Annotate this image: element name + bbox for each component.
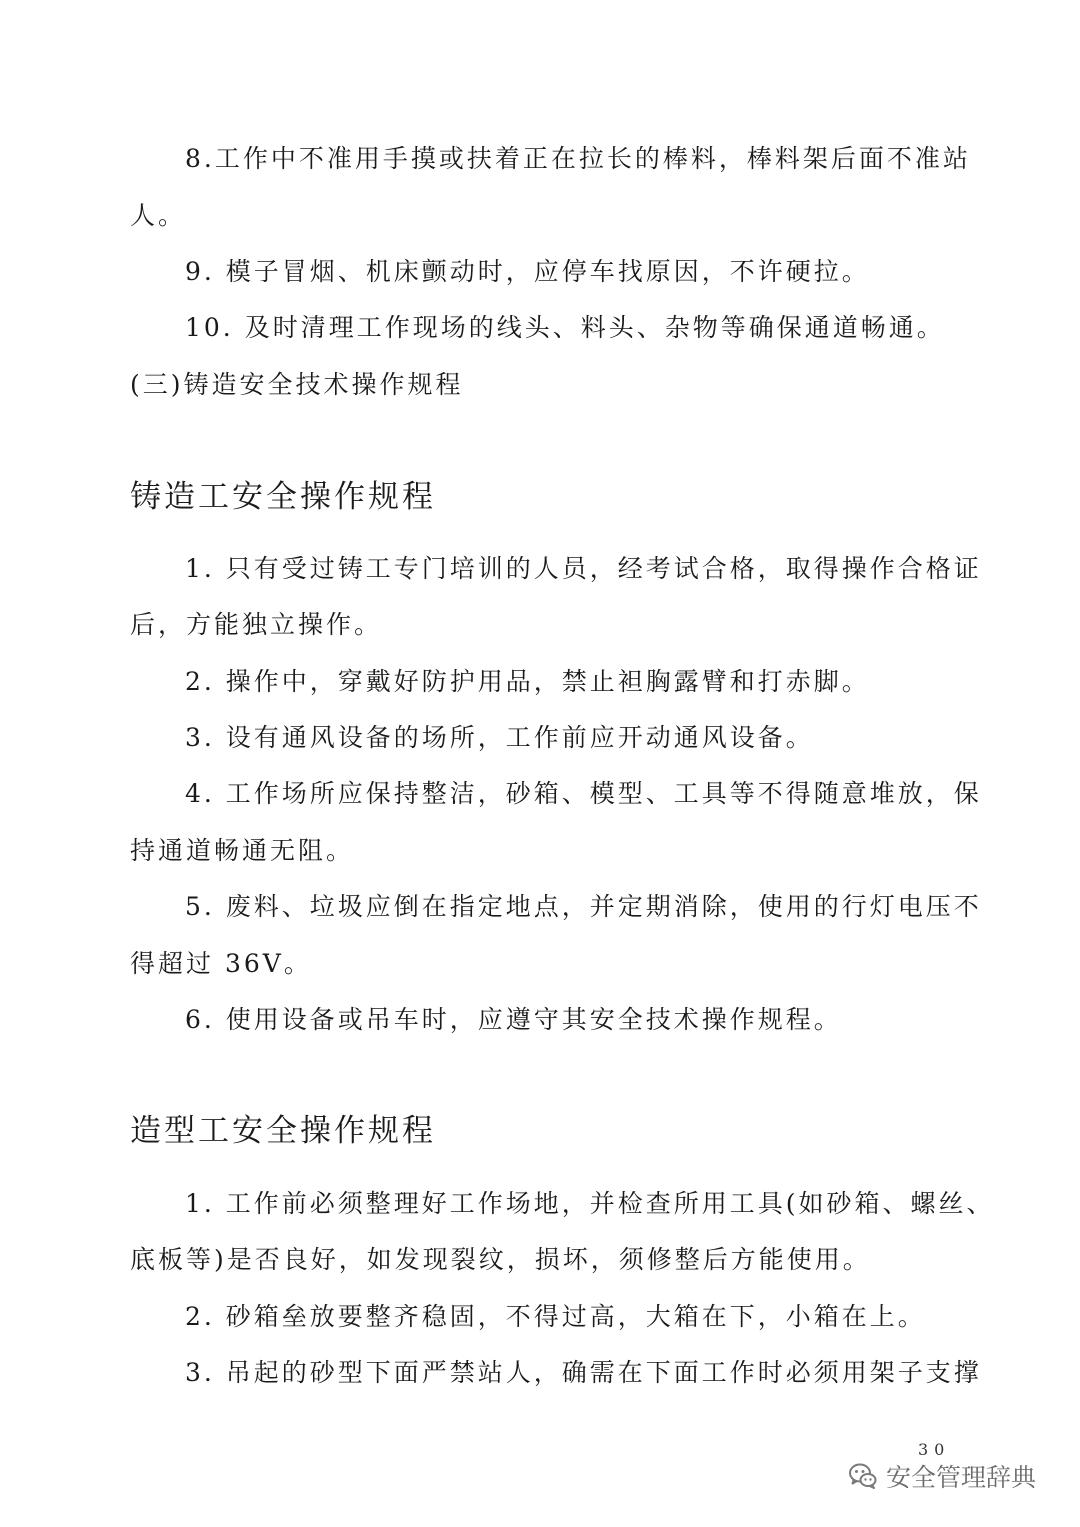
paragraph-line: 后，方能独立操作。	[130, 610, 383, 639]
paragraph-line: 2. 操作中，穿戴好防护用品，禁止袒胸露臂和打赤脚。	[185, 667, 870, 696]
section-heading-casting: 铸造工安全操作规程	[130, 479, 436, 515]
paragraph-line: 4. 工作场所应保持整洁，砂箱、模型、工具等不得随意堆放，保	[185, 779, 982, 808]
paragraph-line: 持通道畅通无阻。	[130, 836, 355, 865]
paragraph-line: 1. 只有受过铸工专门培训的人员，经考试合格，取得操作合格证	[185, 554, 982, 583]
paragraph-line: 9. 模子冒烟、机床颤动时，应停车找原因，不许硬拉。	[185, 257, 870, 286]
subsection-title: (三)铸造安全技术操作规程	[130, 370, 464, 399]
paragraph-line: 3. 设有通风设备的场所，工作前应开动通风设备。	[185, 723, 814, 752]
source-watermark	[848, 1458, 1036, 1494]
paragraph-line: 8.工作中不准用手摸或扶着正在拉长的棒料，棒料架后面不准站	[185, 144, 971, 173]
paragraph-line: 10. 及时清理工作现场的线头、料头、杂物等确保通道畅通。	[185, 313, 945, 342]
paragraph-line: 1. 工作前必须整理好工作场地，并检查所用工具(如砂箱、螺丝、	[185, 1189, 995, 1218]
section-heading-molding: 造型工安全操作规程	[130, 1113, 436, 1149]
paragraph-line: 3. 吊起的砂型下面严禁站人，确需在下面工作时必须用架子支撑	[185, 1358, 982, 1387]
paragraph-line: 5. 废料、垃圾应倒在指定地点，并定期消除，使用的行灯电压不	[185, 892, 982, 921]
paragraph-line: 6. 使用设备或吊车时，应遵守其安全技术操作规程。	[185, 1005, 842, 1034]
paragraph-line: 2. 砂箱垒放要整齐稳固，不得过高，大箱在下，小箱在上。	[185, 1302, 926, 1331]
paragraph-line: 人。	[130, 201, 187, 230]
wechat-icon	[848, 1461, 878, 1491]
paragraph-line: 底板等)是否良好，如发现裂纹，损坏，须修整后方能使用。	[130, 1245, 871, 1274]
page-number: 30	[918, 1440, 951, 1459]
watermark-text: 安全管理辞典	[886, 1463, 1037, 1492]
paragraph-line: 得超过 36V。	[130, 949, 312, 978]
